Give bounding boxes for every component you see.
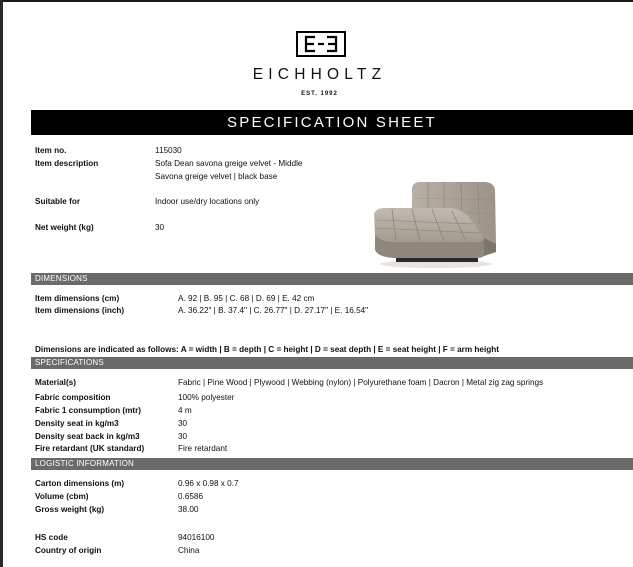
page-title: SPECIFICATION SHEET <box>227 114 437 131</box>
item-number-label: Item no. <box>35 146 67 155</box>
logistic-row-label: HS code <box>35 533 68 542</box>
spec-row-label: Density seat back in kg/m3 <box>35 432 140 441</box>
dimensions-inch-value: A. 36.22" | B. 37.4" | C. 26.77" | D. 27.17" | E. 16.54" <box>178 306 369 315</box>
spec-row-value: 30 <box>178 419 188 428</box>
item-number-value: 115030 <box>155 146 182 155</box>
spec-row-value: 4 m <box>178 406 192 415</box>
title-bar <box>31 110 633 134</box>
spec-row-value: 100% polyester <box>178 393 235 402</box>
spec-row-label: Fabric 1 consumption (mtr) <box>35 406 141 415</box>
dimensions-section-header <box>31 273 633 285</box>
title-underline <box>31 134 633 135</box>
logistic-row-value: China <box>178 546 200 555</box>
dimensions-legend-note: Dimensions are indicated as follows: A = width | B = depth | C = height | D = seat depth | E = seat height | F = arm height <box>35 345 499 354</box>
dimensions-heading: DIMENSIONS <box>35 274 88 283</box>
logistic-row-label: Gross weight (kg) <box>35 505 105 514</box>
dimensions-inch-label: Item dimensions (inch) <box>35 306 125 315</box>
logistic-row-label: Country of origin <box>35 546 102 555</box>
spec-row-label: Density seat in kg/m3 <box>35 419 119 428</box>
net-weight-value: 30 <box>155 223 165 232</box>
net-weight-label: Net weight (kg) <box>35 223 94 232</box>
dimensions-cm-value: A. 92 | B. 95 | C. 68 | D. 69 | E. 42 cm <box>178 294 315 303</box>
established-year: EST. 1992 <box>301 91 338 97</box>
page-top-border <box>0 0 633 2</box>
item-description-label: Item description <box>35 159 99 168</box>
sofa-product-image <box>366 178 498 270</box>
specifications-section-header <box>31 357 633 369</box>
suitable-for-value: Indoor use/dry locations only <box>155 197 260 206</box>
logistic-row-label: Volume (cbm) <box>35 492 89 501</box>
specifications-heading: SPECIFICATIONS <box>35 358 104 367</box>
logistic-row-value: 0.6586 <box>178 492 204 501</box>
spec-row-label: Fabric composition <box>35 393 111 402</box>
logistic-row-label: Carton dimensions (m) <box>35 479 125 488</box>
brand-name: EICHHOLTZ <box>252 66 387 83</box>
logistic-section-header <box>31 458 633 470</box>
spec-row-label: Material(s) <box>35 378 76 387</box>
logistic-row-value: 38.00 <box>178 505 199 514</box>
logistic-row-value: 94016100 <box>178 533 215 542</box>
eichholtz-logo-icon <box>296 31 346 57</box>
spec-row-value: 30 <box>178 432 188 441</box>
item-description-line1: Sofa Dean savona greige velvet - Middle <box>155 159 303 168</box>
logistic-row-value: 0.96 x 0.98 x 0.7 <box>178 479 239 488</box>
page-left-border <box>0 0 3 567</box>
suitable-for-label: Suitable for <box>35 197 81 206</box>
item-description-line2: Savona greige velvet | black base <box>155 172 278 181</box>
logistic-heading: LOGISTIC INFORMATION <box>35 459 134 468</box>
spec-row-label: Fire retardant (UK standard) <box>35 444 145 453</box>
dimensions-cm-label: Item dimensions (cm) <box>35 294 120 303</box>
spec-row-value: Fabric | Pine Wood | Plywood | Webbing (nylon) | Polyurethane foam | Dacron | Metal zig zag springs <box>178 378 544 387</box>
spec-row-value: Fire retardant <box>178 444 228 453</box>
